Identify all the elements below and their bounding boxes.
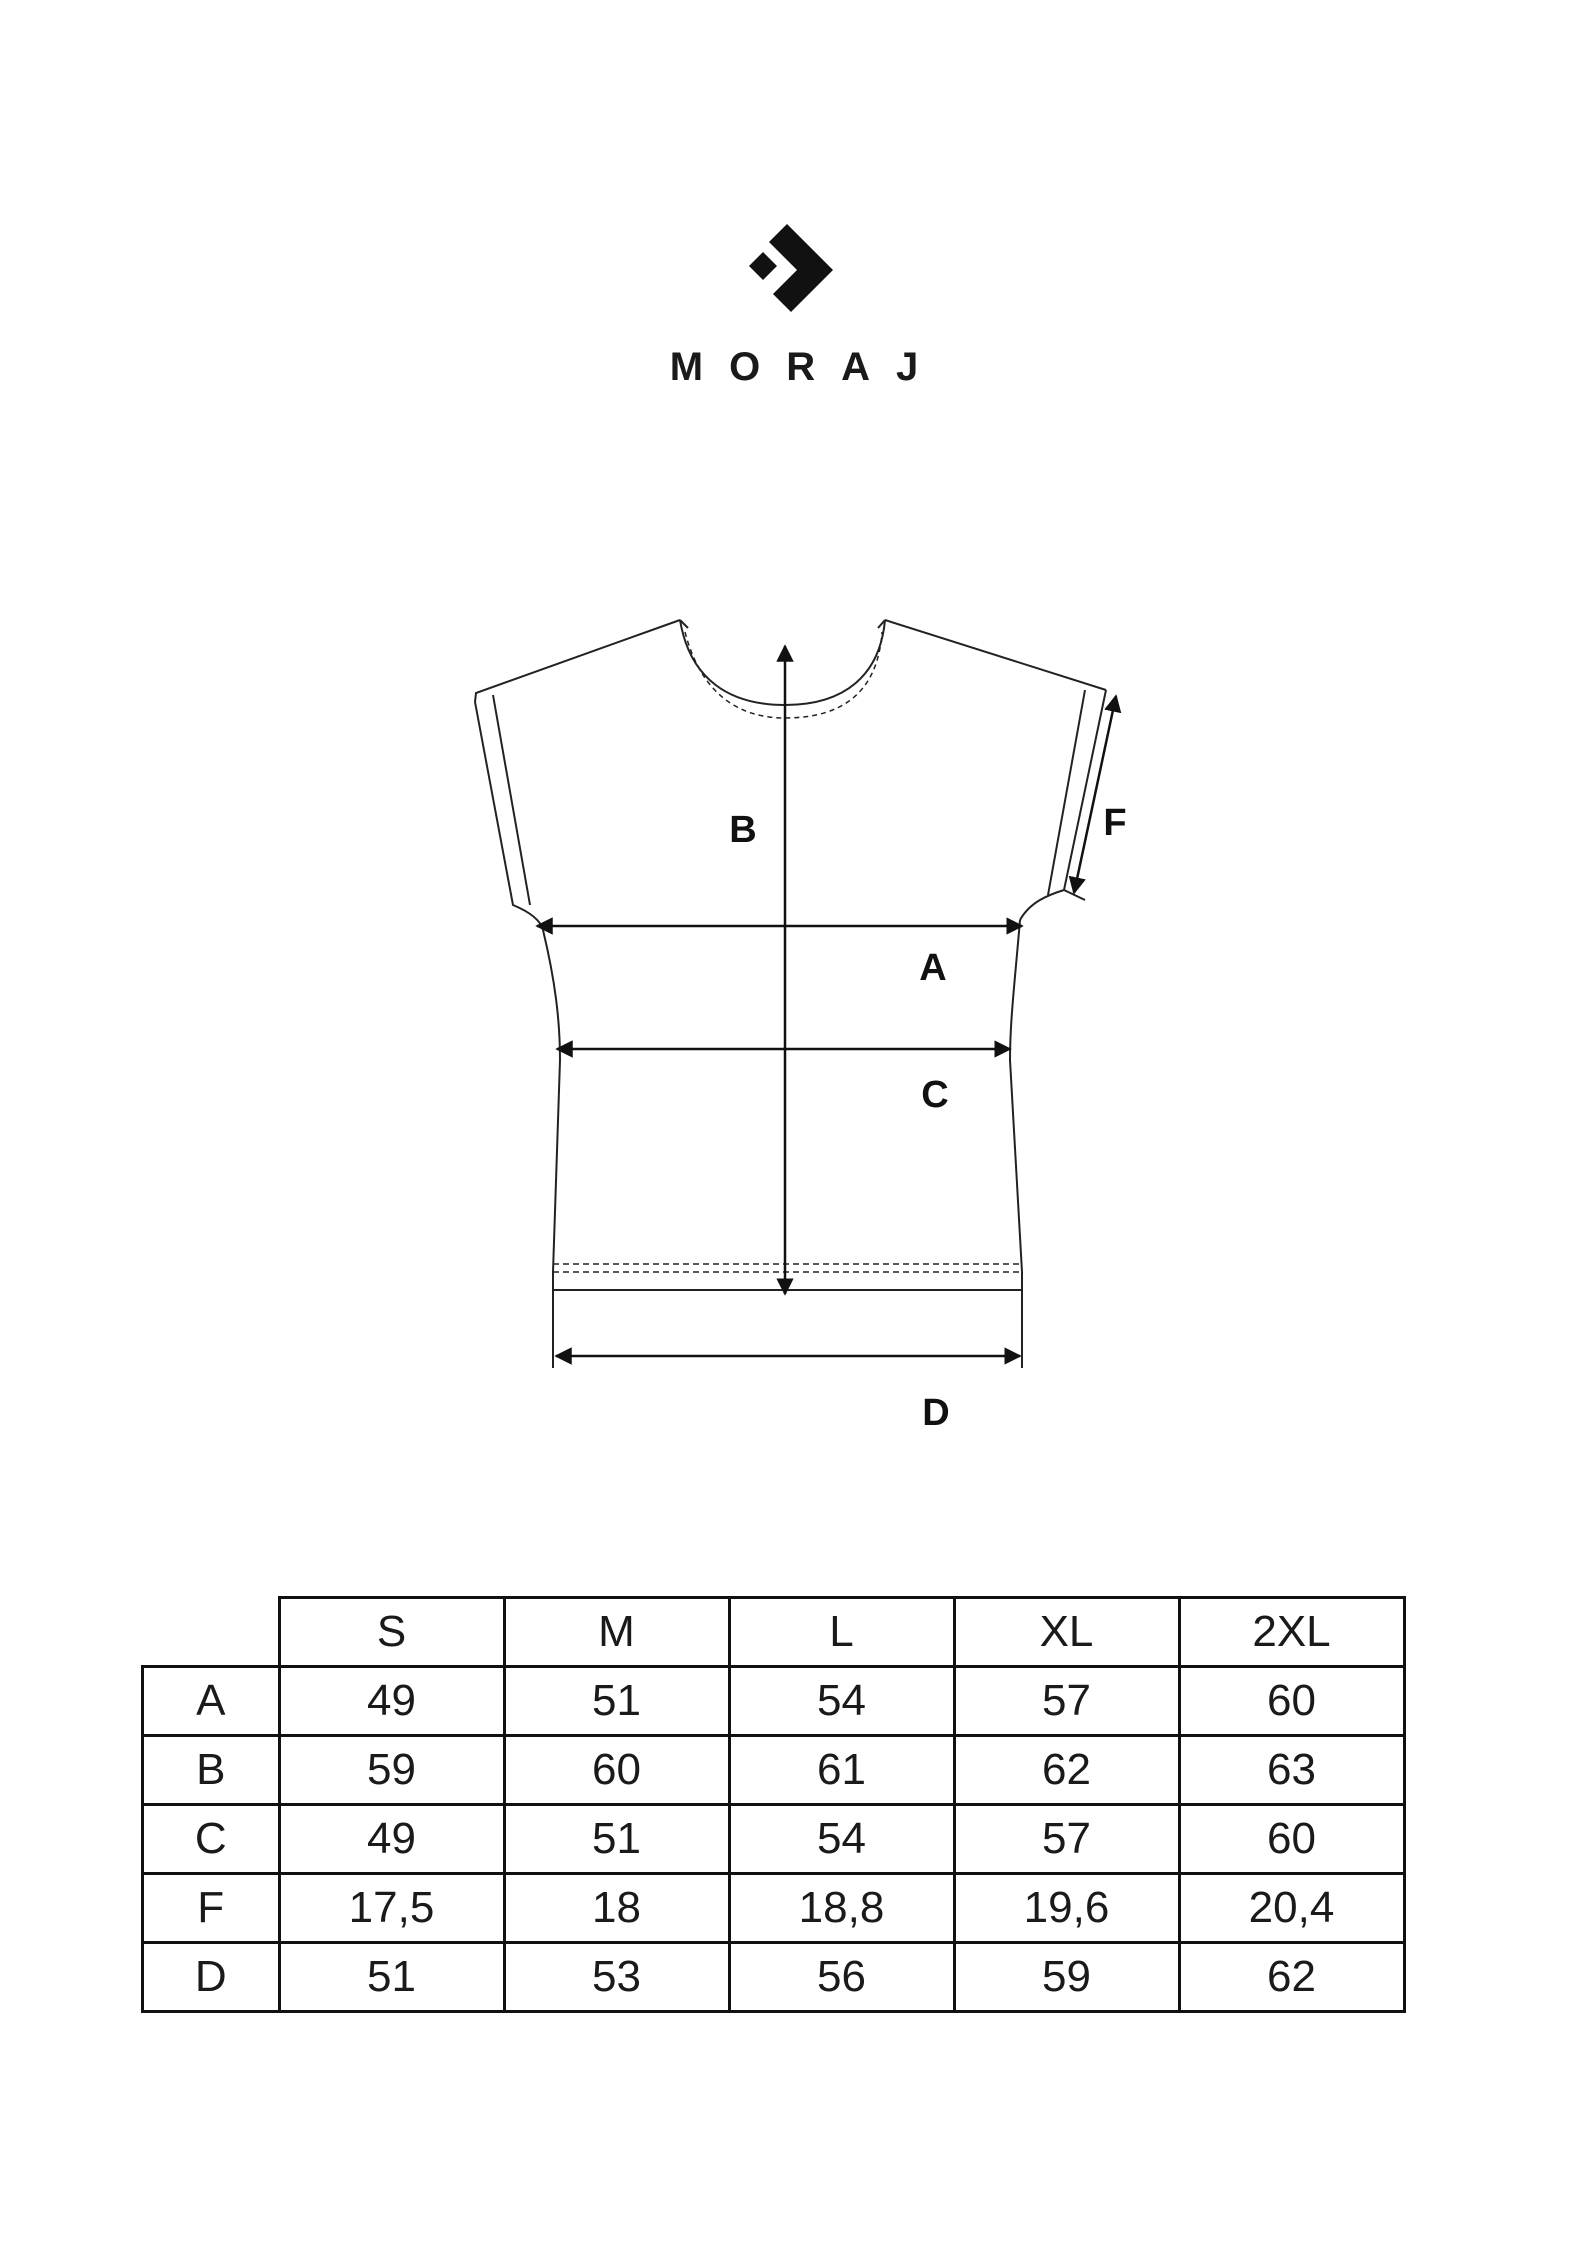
table-cell: 18 [504, 1874, 729, 1943]
measurement-labels [729, 802, 1126, 1434]
table-cell: 20,4 [1179, 1874, 1404, 1943]
measure-f-arrow [1074, 696, 1116, 893]
table-cell: 56 [729, 1943, 954, 2012]
table-cell: 18,8 [729, 1874, 954, 1943]
table-cell: 49 [279, 1667, 504, 1736]
label-a: A [919, 947, 947, 989]
table-row [143, 1736, 1405, 1805]
size-header: S [279, 1598, 504, 1667]
label-f: F [1103, 802, 1127, 844]
table-cell: 17,5 [279, 1874, 504, 1943]
tshirt-outline [475, 620, 1106, 1368]
table-cell: 60 [1179, 1667, 1404, 1736]
table-cell: 60 [504, 1736, 729, 1805]
table-row [143, 1667, 1405, 1736]
table-cell: 57 [954, 1667, 1179, 1736]
table-cell: 19,6 [954, 1874, 1179, 1943]
table-cell: 62 [954, 1736, 1179, 1805]
table-cell: 51 [279, 1943, 504, 2012]
row-label: A [143, 1667, 280, 1736]
size-header: XL [954, 1598, 1179, 1667]
label-d: D [922, 1392, 950, 1434]
table-cell: 51 [504, 1667, 729, 1736]
table-cell: 59 [279, 1736, 504, 1805]
table-cell: 61 [729, 1736, 954, 1805]
table-cell: 59 [954, 1943, 1179, 2012]
size-header: L [729, 1598, 954, 1667]
label-c: C [921, 1074, 949, 1116]
table-cell: 57 [954, 1805, 1179, 1874]
size-header: M [504, 1598, 729, 1667]
table-row [143, 1874, 1405, 1943]
size-header: 2XL [1179, 1598, 1404, 1667]
table-cell: 60 [1179, 1805, 1404, 1874]
table-cell: 51 [504, 1805, 729, 1874]
table-corner [143, 1598, 280, 1667]
table-row [143, 1943, 1405, 2012]
table-row [143, 1805, 1405, 1874]
row-label: F [143, 1874, 280, 1943]
table-cell: 54 [729, 1805, 954, 1874]
row-label: D [143, 1943, 280, 2012]
table-cell: 62 [1179, 1943, 1404, 2012]
label-b: B [729, 809, 757, 851]
table-cell: 63 [1179, 1736, 1404, 1805]
measurement-arrows [537, 646, 1116, 1356]
table-cell: 49 [279, 1805, 504, 1874]
row-label: C [143, 1805, 280, 1874]
size-table [141, 1596, 1406, 2013]
brand-name: MORAJ [669, 345, 945, 389]
row-label: B [143, 1736, 280, 1805]
size-header-row [143, 1598, 1405, 1667]
table-cell: 54 [729, 1667, 954, 1736]
table-cell: 53 [504, 1943, 729, 2012]
